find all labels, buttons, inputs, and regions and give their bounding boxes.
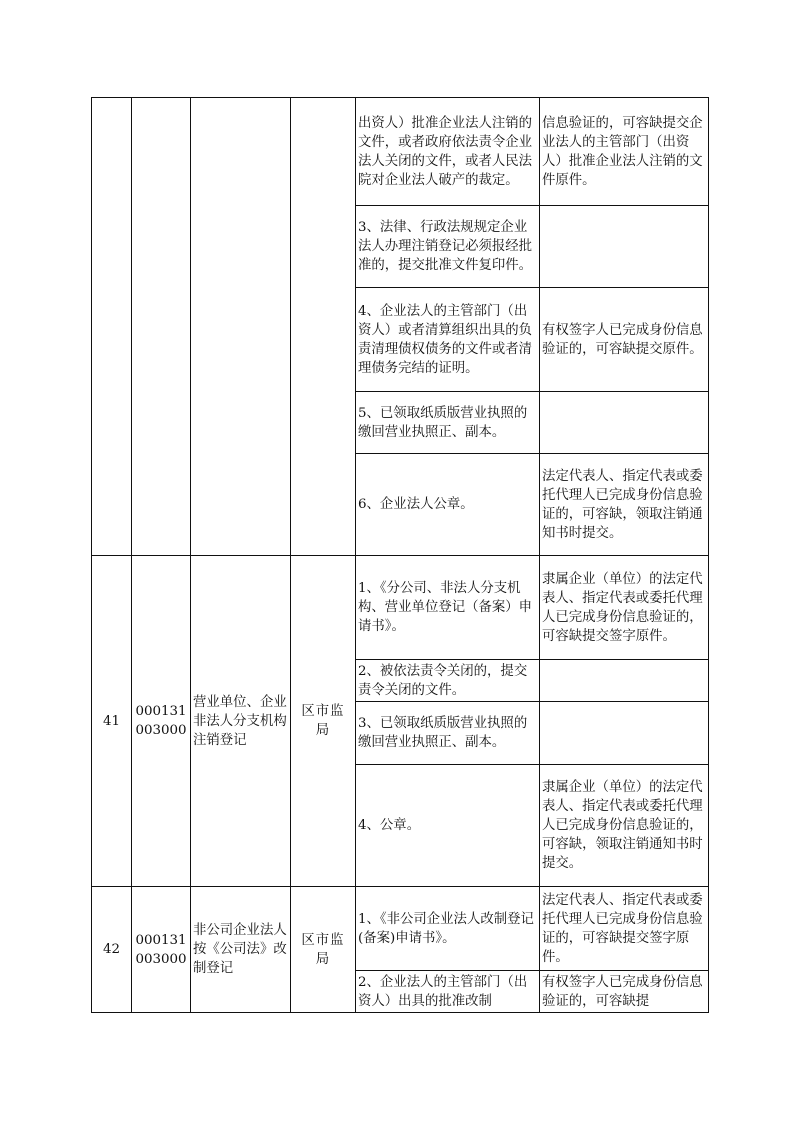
material-cell: 2、被依法责令关闭的，提交责令关闭的文件。 bbox=[356, 660, 540, 702]
material-cell: 2、企业法人的主管部门（出资人）出具的批准改制 bbox=[356, 971, 540, 1013]
item-dept-cell bbox=[291, 887, 356, 1013]
material-cell: 出资人）批准企业法人注销的文件，或者政府依法责令企业法人关闭的文件，或者人民法院对企业法人破产的裁定。 bbox=[356, 98, 540, 206]
material-cell: 4、企业法人的主管部门（出资人）或者清算组织出具的负责清理债权债务的文件或者清理债务完结的证明。 bbox=[356, 288, 540, 392]
registration-materials-table bbox=[91, 97, 709, 1013]
item-name-cell bbox=[191, 98, 291, 556]
note-cell bbox=[540, 392, 709, 454]
item-name-cell: 非公司企业法人按《公司法》改制登记 bbox=[191, 887, 291, 1013]
material-cell: 4、公章。 bbox=[356, 765, 540, 887]
table-row bbox=[92, 98, 709, 206]
item-code-cell: 000131003000 bbox=[132, 887, 191, 1013]
note-cell bbox=[540, 702, 709, 765]
item-code-cell bbox=[132, 98, 191, 556]
note-cell: 有权签字人已完成身份信息验证的，可容缺提 bbox=[540, 971, 709, 1013]
material-cell: 5、已领取纸质版营业执照的缴回营业执照正、副本。 bbox=[356, 392, 540, 454]
material-cell: 3、法律、行政法规规定企业法人办理注销登记必须报经批准的，提交批准文件复印件。 bbox=[356, 206, 540, 288]
note-cell: 法定代表人、指定代表或委托代理人已完成身份信息验证的，可容缺，领取注销通知书时提交。 bbox=[540, 454, 709, 556]
table-row bbox=[92, 887, 709, 971]
material-cell: 3、已领取纸质版营业执照的缴回营业执照正、副本。 bbox=[356, 702, 540, 765]
dept-text: 区市监局 bbox=[301, 704, 345, 738]
item-index-cell: 42 bbox=[92, 887, 132, 1013]
item-code-cell: 000131003000 bbox=[132, 556, 191, 887]
note-cell: 隶属企业（单位）的法定代表人、指定代表或委托代理人已完成身份信息验证的，可容缺提交签字原件。 bbox=[540, 556, 709, 660]
note-cell: 有权签字人已完成身份信息验证的，可容缺提交原件。 bbox=[540, 288, 709, 392]
item-index-cell: 41 bbox=[92, 556, 132, 887]
note-cell: 隶属企业（单位）的法定代表人、指定代表或委托代理人已完成身份信息验证的，可容缺，领取注销通知书时提交。 bbox=[540, 765, 709, 887]
material-cell: 6、企业法人公章。 bbox=[356, 454, 540, 556]
item-dept-cell bbox=[291, 556, 356, 887]
material-cell: 1、《分公司、非法人分支机构、营业单位登记（备案）申请书》。 bbox=[356, 556, 540, 660]
item-name-cell: 营业单位、企业非法人分支机构注销登记 bbox=[191, 556, 291, 887]
dept-text: 区市监局 bbox=[301, 932, 345, 967]
note-cell bbox=[540, 660, 709, 702]
table-row bbox=[92, 556, 709, 660]
note-cell bbox=[540, 206, 709, 288]
item-index-cell bbox=[92, 98, 132, 556]
item-dept-cell bbox=[291, 98, 356, 556]
material-cell: 1、《非公司企业法人改制登记(备案)申请书》。 bbox=[356, 887, 540, 971]
note-cell: 法定代表人、指定代表或委托代理人已完成身份信息验证的，可容缺提交签字原件。 bbox=[540, 887, 709, 971]
note-cell: 信息验证的，可容缺提交企业法人的主管部门（出资人）批准企业法人注销的文件原件。 bbox=[540, 98, 709, 206]
